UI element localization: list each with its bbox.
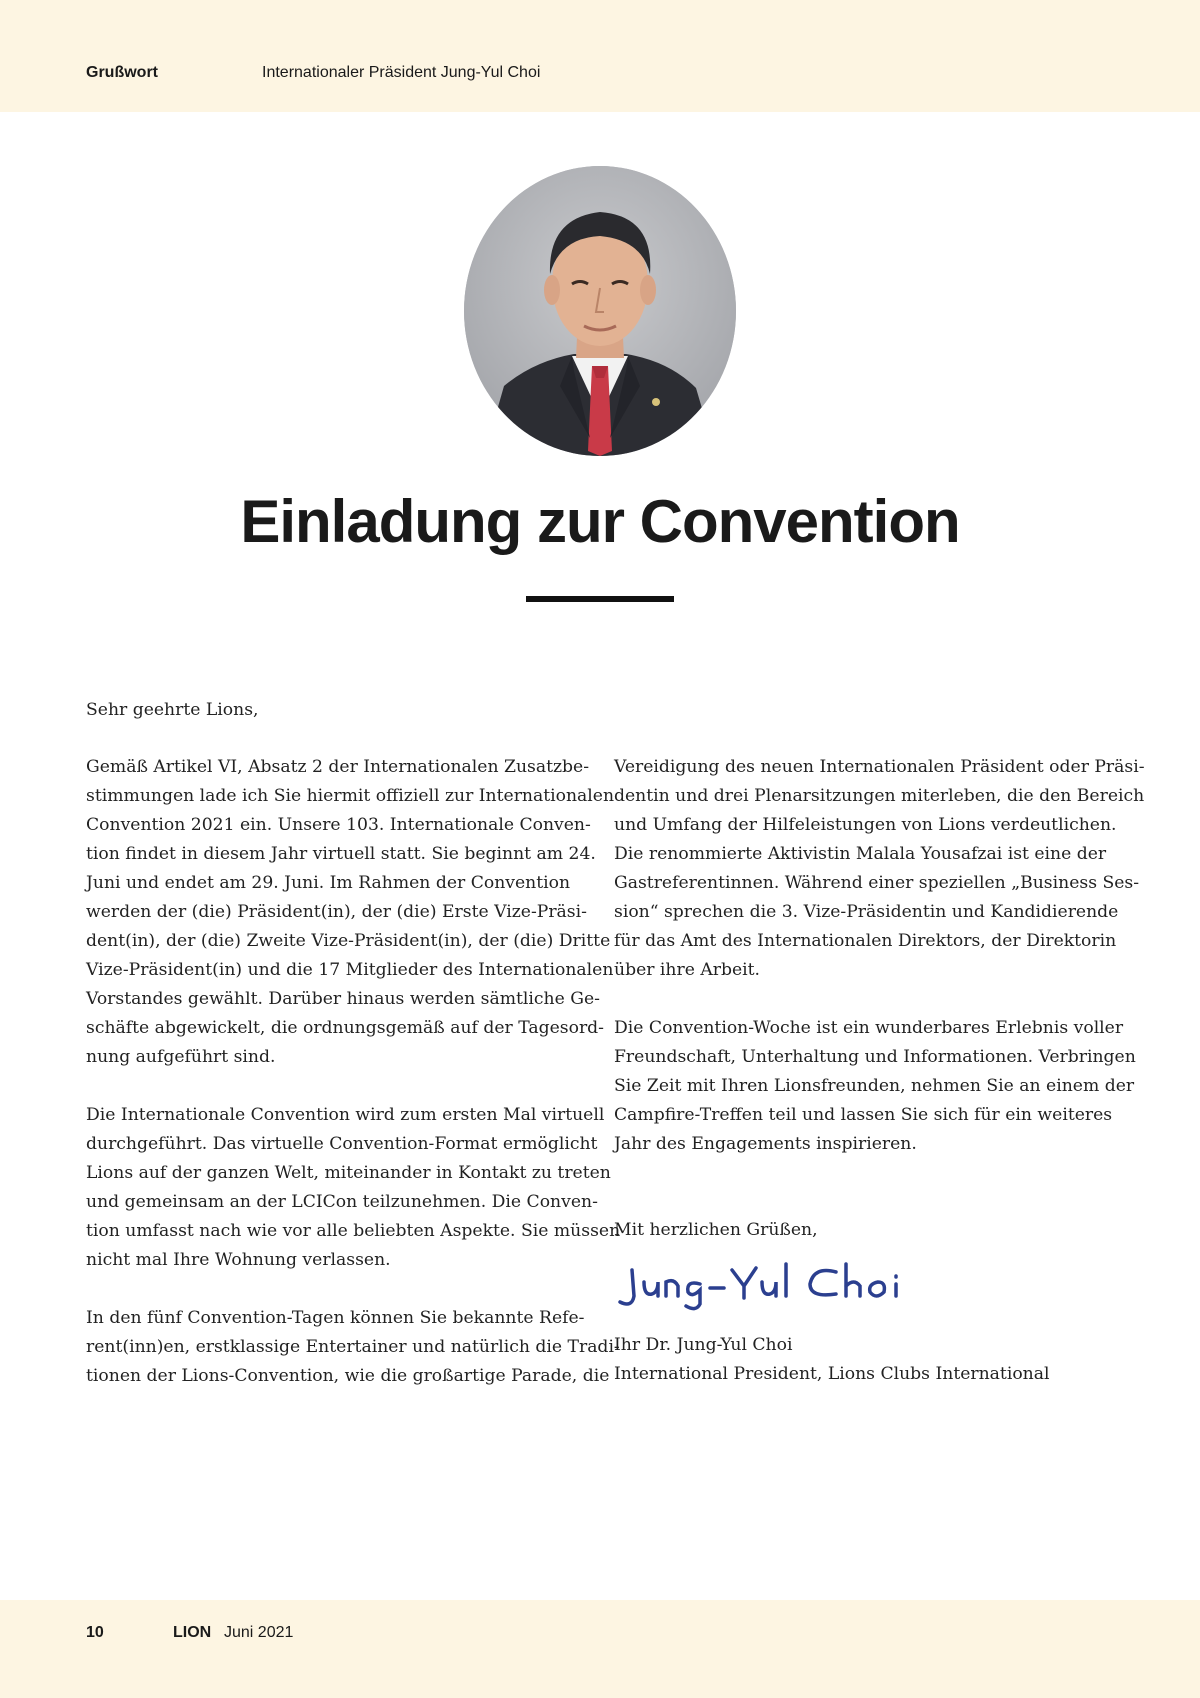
- text-line: Vize-Präsident(in) und die 17 Mitglieder des Internationalen: [86, 960, 614, 980]
- text-line: tion umfasst nach wie vor alle beliebten Aspekte. Sie müssen: [86, 1221, 621, 1241]
- header-subtitle: Internationaler Präsident Jung-Yul Choi: [262, 64, 541, 81]
- page-number: 10: [86, 1624, 104, 1641]
- signature-image: [614, 1256, 934, 1314]
- paragraph: [614, 753, 1145, 985]
- text-line: dentin und drei Plenarsitzungen miterleben, die den Bereich: [614, 786, 1145, 806]
- paragraph: [86, 753, 615, 1072]
- magazine-name: LION: [173, 1624, 212, 1641]
- text-line: Gemäß Artikel VI, Absatz 2 der Internationalen Zusatzbe-: [86, 757, 590, 777]
- portrait-illustration: [464, 166, 736, 456]
- text-line: Vereidigung des neuen Internationalen Präsident oder Präsi-: [614, 757, 1145, 777]
- text-line: Campfire-Treffen teil und lassen Sie sich für ein weiteres: [614, 1105, 1113, 1125]
- text-line: schäfte abgewickelt, die ordnungsgemäß auf der Tagesord-: [86, 1018, 604, 1038]
- text-line: Die Convention-Woche ist ein wunderbares Erlebnis voller: [614, 1018, 1124, 1038]
- paragraph: [614, 1014, 1136, 1159]
- text-line: und Umfang der Hilfeleistungen von Lions verdeutlichen.: [614, 815, 1117, 835]
- text-line: Juni und endet am 29. Juni. Im Rahmen der Convention: [86, 873, 571, 893]
- text-line: sion“ sprechen die 3. Vize-Präsidentin und Kandidierende: [614, 902, 1119, 922]
- text-line: tion findet in diesem Jahr virtuell statt. Sie beginnt am 24.: [86, 844, 596, 864]
- left-column: [86, 753, 621, 1420]
- text-line: stimmungen lade ich Sie hiermit offiziell zur Internationalen: [86, 786, 615, 806]
- text-line: Die renommierte Aktivistin Malala Yousafzai ist eine der: [614, 844, 1107, 864]
- text-line: Lions auf der ganzen Welt, miteinander in Kontakt zu treten: [86, 1163, 611, 1183]
- text-line: dent(in), der (die) Zweite Vize-Präsident(in), der (die) Dritte: [86, 931, 611, 951]
- text-line: rent(inn)en, erstklassige Entertainer und natürlich die Tradi-: [86, 1337, 620, 1357]
- text-line: über ihre Arbeit.: [614, 960, 761, 980]
- text-line: nung aufgeführt sind.: [86, 1047, 276, 1067]
- text-line: Convention 2021 ein. Unsere 103. Internationale Conven-: [86, 815, 591, 835]
- header-band: [0, 0, 1200, 112]
- text-line: nicht mal Ihre Wohnung verlassen.: [86, 1250, 391, 1270]
- text-line: Jahr des Engagements inspirieren.: [614, 1134, 917, 1154]
- footer-band: [0, 1600, 1200, 1698]
- right-column: [614, 753, 1145, 1188]
- text-line: In den fünf Convention-Tagen können Sie bekannte Refe-: [86, 1308, 585, 1328]
- text-line: Die Internationale Convention wird zum ersten Mal virtuell: [86, 1105, 605, 1125]
- text-line: Gastreferentinnen. Während einer speziellen „Business Ses-: [614, 873, 1140, 893]
- headline: Einladung zur Convention: [240, 488, 960, 555]
- text-line: und gemeinsam an der LCICon teilzunehmen. Die Conven-: [86, 1192, 598, 1212]
- portrait-photo: [464, 166, 736, 456]
- signer-title: International President, Lions Clubs International: [614, 1364, 1050, 1384]
- headline-rule: [526, 596, 674, 602]
- text-line: Sie Zeit mit Ihren Lionsfreunden, nehmen Sie an einem der: [614, 1076, 1135, 1096]
- signer-block: [614, 1331, 1050, 1389]
- paragraph: [86, 1304, 620, 1391]
- text-line: Vorstandes gewählt. Darüber hinaus werden sämtliche Ge-: [86, 989, 600, 1009]
- closing: Mit herzlichen Grüßen,: [614, 1220, 818, 1240]
- signer-name: Ihr Dr. Jung-Yul Choi: [614, 1335, 793, 1355]
- text-line: durchgeführt. Das virtuelle Convention-Format ermöglicht: [86, 1134, 598, 1154]
- text-line: werden der (die) Präsident(in), der (die) Erste Vize-Präsi-: [86, 902, 587, 922]
- paragraph: [86, 1101, 621, 1275]
- handwritten-signature: [614, 1256, 934, 1314]
- issue-date: Juni 2021: [224, 1624, 294, 1641]
- text-line: Freundschaft, Unterhaltung und Informationen. Verbringen: [614, 1047, 1136, 1067]
- section-label: Grußwort: [86, 64, 158, 81]
- salutation: Sehr geehrte Lions,: [86, 700, 259, 720]
- text-line: für das Amt des Internationalen Direktors, der Direktorin: [614, 931, 1117, 951]
- text-line: tionen der Lions-Convention, wie die großartige Parade, die: [86, 1366, 610, 1386]
